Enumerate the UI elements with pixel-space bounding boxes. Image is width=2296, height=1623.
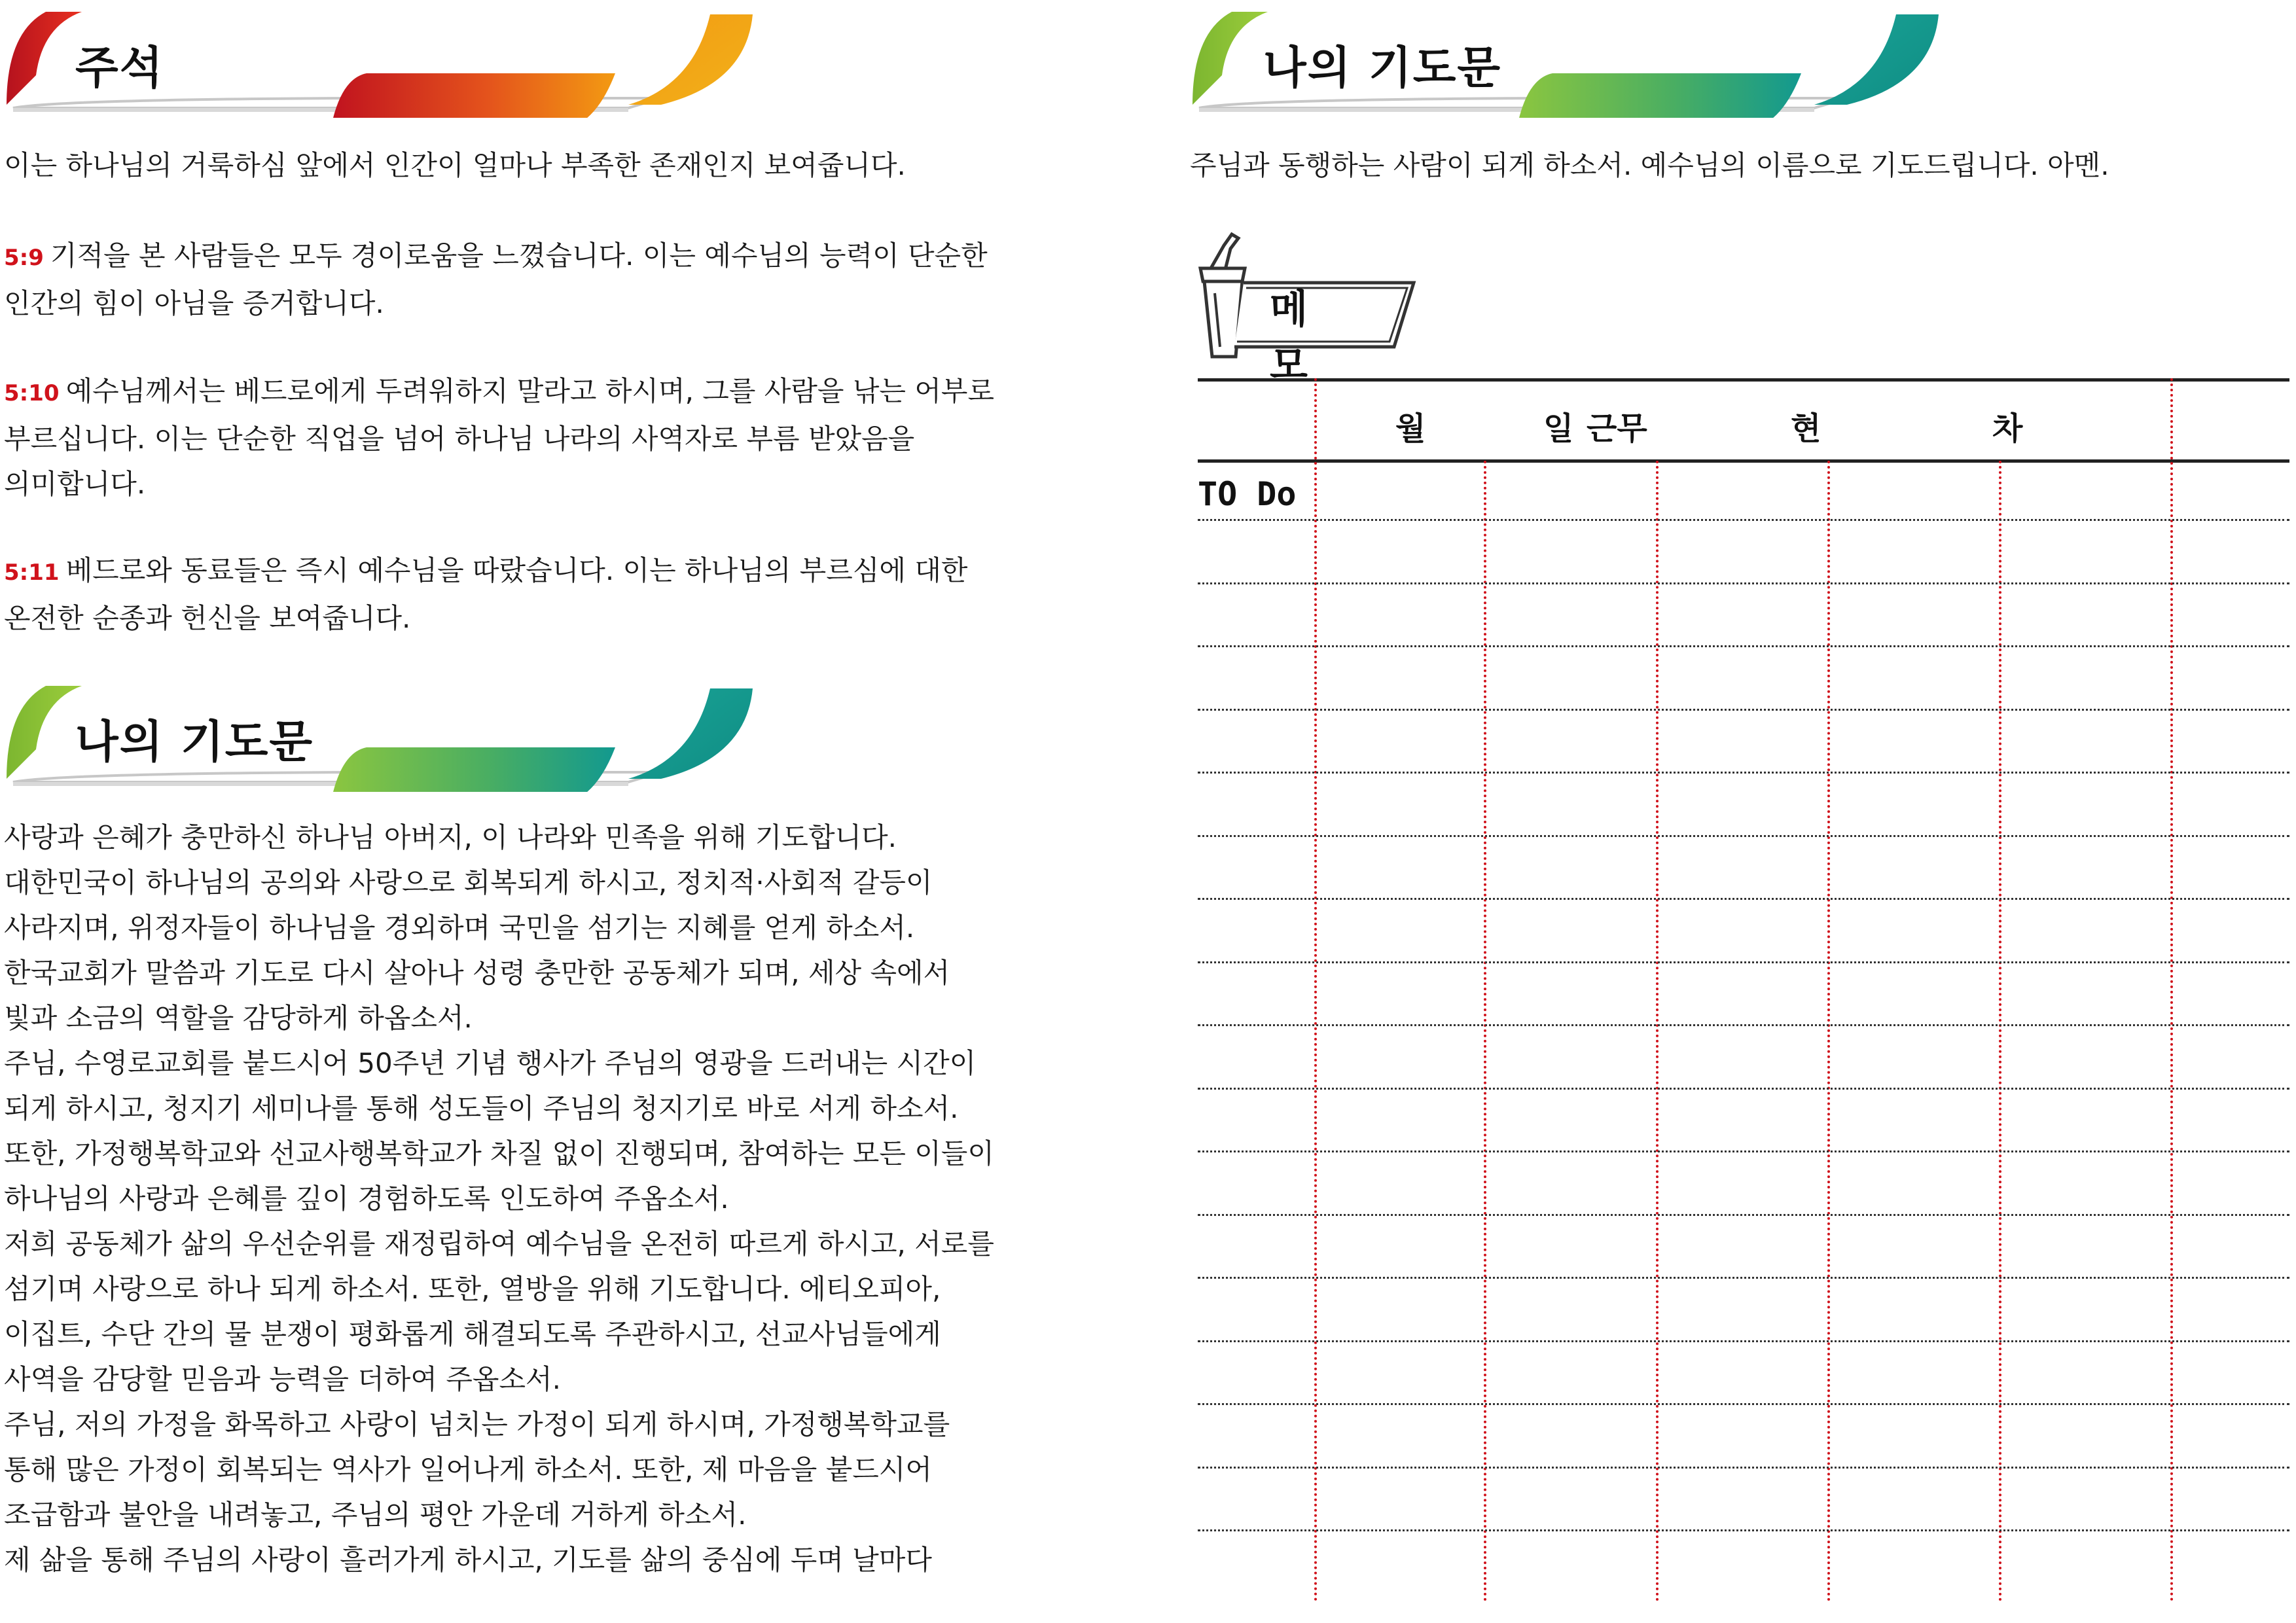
memo-row-line — [1198, 1214, 2289, 1216]
todo-label: TO Do — [1198, 475, 1297, 513]
memo-row-line — [1198, 835, 2289, 837]
memo-row-line — [1198, 582, 2289, 584]
prayer-body — [4, 815, 994, 1582]
verse-5-10 — [4, 368, 994, 507]
prayer-continued-text — [1190, 143, 2109, 188]
prayer-line: 대한민국이 하나님의 공의와 사랑으로 회복되게 하시고, 정치적·사회적 갈등이 — [4, 866, 933, 899]
memo-row-line — [1198, 709, 2289, 711]
verse-ref: 5:11 — [4, 560, 60, 586]
grid-column-line — [1656, 461, 1659, 1602]
verse-line: 온전한 순종과 헌신을 보여줍니다. — [4, 602, 411, 634]
prayer-continued-banner — [1186, 7, 1945, 118]
memo-title: 메모 — [1270, 287, 1308, 389]
commentary-intro-text: 이는 하나님의 거룩하심 앞에서 인간이 얼마나 부족한 존재인지 보여줍니다. — [4, 149, 906, 181]
grid-column-line — [1484, 461, 1486, 1602]
verse-line: 예수님께서는 베드로에게 두려워하지 말라고 하시며, 그를 사람을 낚는 어부로 — [65, 375, 995, 407]
verse-line: 부르십니다. 이는 단순한 직업을 넘어 하나님 나라의 사역자로 부름 받았음을 — [4, 423, 915, 455]
prayer-continued-title: 나의 기도문 — [1263, 43, 1502, 94]
prayer-line: 통해 많은 가정이 회복되는 역사가 일어나게 하소서. 또한, 제 마음을 붙드시어 — [4, 1454, 932, 1486]
memo-row-line — [1198, 1529, 2289, 1531]
prayer-line: 사역을 감당할 믿음과 능력을 더하여 주옵소서. — [4, 1363, 561, 1395]
prayer-line: 빛과 소금의 역할을 감당하게 하옵소서. — [4, 1002, 473, 1034]
memo-row-line — [1198, 1403, 2289, 1405]
prayer-banner — [0, 681, 759, 792]
table-top-rule — [1198, 378, 2289, 382]
memo-row-line — [1198, 1467, 2289, 1469]
header-day: 일 — [1543, 410, 1574, 447]
memo-row-line — [1198, 1277, 2289, 1279]
header-car: 차 — [1992, 410, 2023, 447]
header-current: 현 — [1791, 410, 1821, 447]
verse-5-11 — [4, 548, 967, 641]
prayer-line: 섬기며 사랑으로 하나 되게 하소서. 또한, 열방을 위해 기도합니다. 에티오피아, — [4, 1273, 941, 1305]
prayer-line: 하나님의 사랑과 은혜를 깊이 경험하도록 인도하여 주옵소서. — [4, 1183, 729, 1215]
table-header-rule — [1198, 459, 2289, 463]
prayer-line: 한국교회가 말씀과 기도로 다시 살아나 성령 충만한 공동체가 되며, 세상 속에서 — [4, 957, 950, 989]
prayer-continued-line: 주님과 동행하는 사람이 되게 하소서. 예수님의 이름으로 기도드립니다. 아멘. — [1190, 149, 2109, 181]
cup-icon — [1191, 229, 1427, 366]
prayer-line: 사랑과 은혜가 충만하신 하나님 아버지, 이 나라와 민족을 위해 기도합니다. — [4, 821, 897, 853]
memo-row-line — [1198, 898, 2289, 900]
memo-row-line — [1198, 772, 2289, 774]
verse-line: 인간의 힘이 아님을 증거합니다. — [4, 287, 384, 319]
grid-column-line — [1827, 461, 1830, 1602]
prayer-line: 조급함과 불안을 내려놓고, 주님의 평안 가운데 거하게 하소서. — [4, 1499, 747, 1531]
memo-table — [1198, 378, 2289, 1602]
memo-row-line — [1198, 645, 2289, 647]
prayer-line: 되게 하시고, 청지기 세미나를 통해 성도들이 주님의 청지기로 바로 서게 하소서. — [4, 1092, 959, 1124]
commentary-banner — [0, 7, 759, 118]
memo-row-line — [1198, 1024, 2289, 1026]
prayer-line: 주님, 저의 가정을 화목하고 사랑이 넘치는 가정이 되게 하시며, 가정행복학교를 — [4, 1408, 950, 1440]
memo-row-line — [1198, 961, 2289, 963]
prayer-line: 주님, 수영로교회를 붙드시어 50주년 기념 행사가 주님의 영광을 드러내는 시간이 — [4, 1047, 977, 1079]
prayer-title: 나의 기도문 — [75, 717, 314, 768]
grid-column-line — [1314, 378, 1317, 1602]
verse-line: 베드로와 동료들은 즉시 예수님을 따랐습니다. 이는 하나님의 부르심에 대한 — [65, 554, 968, 586]
header-work: 근무 — [1587, 410, 1647, 447]
commentary-intro — [4, 143, 906, 188]
verse-5-9 — [4, 233, 988, 326]
verse-ref: 5:10 — [4, 380, 60, 406]
verse-line: 의미합니다. — [4, 468, 146, 500]
memo-row-line — [1198, 1340, 2289, 1342]
prayer-line: 사라지며, 위정자들이 하나님을 경외하며 국민을 섬기는 지혜를 얻게 하소서. — [4, 912, 915, 944]
prayer-line: 저희 공동체가 삶의 우선순위를 재정립하여 예수님을 온전히 따르게 하시고, 서로를 — [4, 1228, 994, 1260]
prayer-line: 이집트, 수단 간의 물 분쟁이 평화롭게 해결되도록 주관하시고, 선교사님들에게 — [4, 1318, 941, 1350]
commentary-title: 주석 — [75, 43, 164, 94]
verse-line: 기적을 본 사람들은 모두 경이로움을 느꼈습니다. 이는 예수님의 능력이 단순한 — [50, 240, 988, 272]
grid-column-line — [2170, 378, 2173, 1602]
memo-row-line — [1198, 1150, 2289, 1152]
header-month: 월 — [1395, 410, 1426, 447]
memo-row-line — [1198, 519, 2289, 521]
grid-column-line — [1999, 461, 2001, 1602]
memo-row-line — [1198, 1088, 2289, 1090]
verse-ref: 5:9 — [4, 245, 44, 271]
prayer-line: 또한, 가정행복학교와 선교사행복학교가 차질 없이 진행되며, 참여하는 모든 이들이 — [4, 1137, 994, 1169]
prayer-line: 제 삶을 통해 주님의 사랑이 흘러가게 하시고, 기도를 삶의 중심에 두며 날마다 — [4, 1544, 932, 1576]
